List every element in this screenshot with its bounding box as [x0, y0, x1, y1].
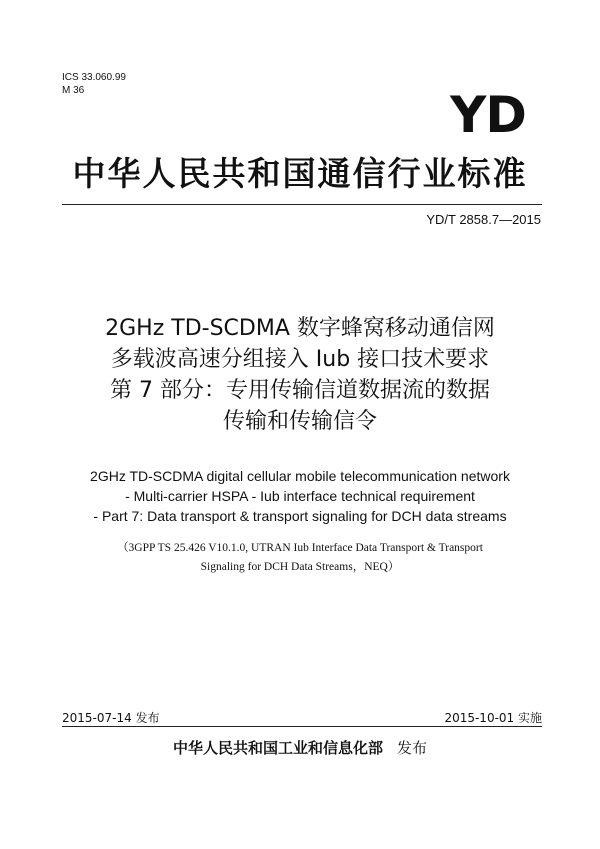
standard-name: 中华人民共和国通信行业标准: [72, 154, 528, 193]
publisher-action: 发布: [397, 739, 428, 757]
english-title: [0, 466, 600, 526]
bottom-divider: [62, 726, 542, 727]
standard-number: YD/T 2858.7—2015: [426, 212, 541, 227]
chinese-title-line: 2GHz TD-SCDMA 数字蜂窝移动通信网: [105, 316, 495, 341]
adoption-note: [0, 539, 600, 577]
yd-logo-text: YD: [450, 88, 526, 138]
implementation-date: 2015-10-01 实施: [444, 711, 542, 725]
adoption-note-line: Signaling for DCH Data Streams，NEQ）: [200, 561, 400, 573]
classification-codes: [62, 71, 126, 97]
publisher-name: 中华人民共和国工业和信息化部: [172, 739, 383, 757]
yd-logo: [438, 88, 538, 138]
english-title-line: 2GHz TD-SCDMA digital cellular mobile telecommunication network: [90, 468, 510, 484]
publisher: [0, 737, 600, 758]
ics-code: ICS 33.060.99: [62, 72, 126, 83]
english-title-line: - Multi-carrier HSPA - Iub interface technical requirement: [125, 488, 475, 504]
chinese-title-line: 第 7 部分：专用传输信道数据流的数据: [110, 378, 490, 403]
top-divider: [62, 204, 542, 205]
adoption-note-line: （3GPP TS 25.426 V10.1.0, UTRAN Iub Interface Data Transport & Transport: [117, 542, 483, 554]
chinese-title-line: 多载波高速分组接入 Iub 接口技术要求: [110, 347, 490, 372]
issue-date: 2015-07-14 发布: [62, 711, 160, 725]
chinese-title-line: 传输和传输信令: [222, 409, 377, 434]
ccs-code: M 36: [62, 85, 85, 96]
chinese-title: [0, 313, 600, 437]
english-title-line: - Part 7: Data transport & transport signaling for DCH data streams: [93, 508, 507, 524]
